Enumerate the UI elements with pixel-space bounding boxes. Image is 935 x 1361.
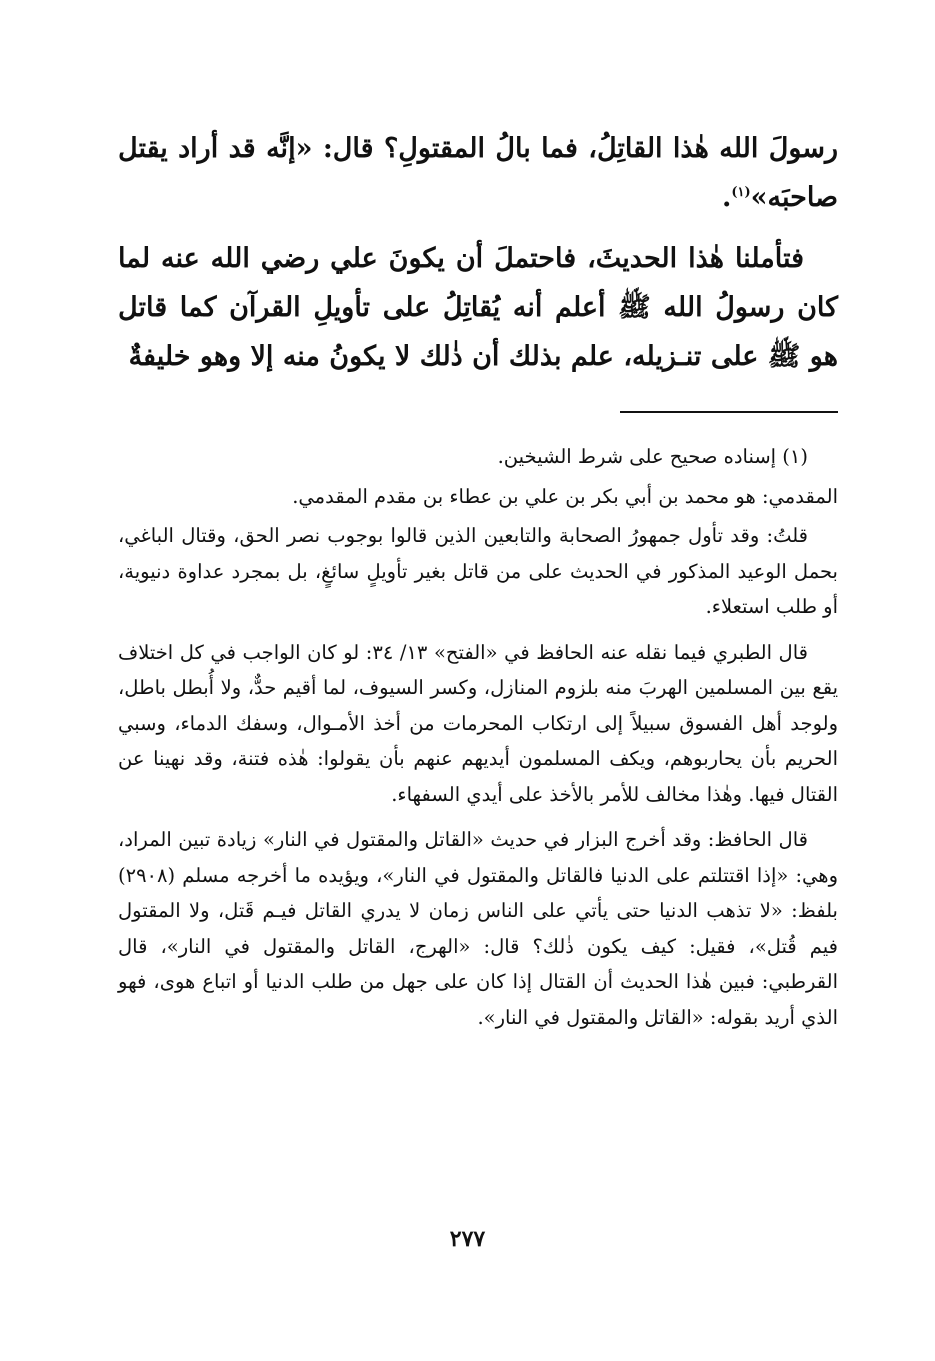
page-number: ٢٧٧ <box>449 1226 486 1252</box>
footnote-reference: (١) <box>731 185 751 200</box>
footnote-1: (١) إسناده صحيح على شرط الشيخين. <box>497 445 808 468</box>
main-text <box>118 124 838 381</box>
book-page <box>118 124 838 1035</box>
footnote-commentary: قلتُ: وقد تأول جمهورُ الصحابة والتابعين الذين قالوا بوجوب نصر الحق، وقتال الباغي، بحمل الوعيد المذكور في الحديث على من قاتل بغير تأويلٍ سائغٍ، بل بمجرد عداوة دنيوية، أو طلب استعلاء. <box>118 524 838 618</box>
main-paragraph-2: فتأملنا هٰذا الحديثَ، فاحتملَ أن يكونَ علي رضي الله عنه لما كان رسولُ الله ﷺ أعلم أنه يُقاتِلُ على تأويلِ القرآن كما قاتل هو ﷺ على تنـزيله، علم بذلك أن ذٰلك لا يكونُ منه إلا وهو خليفةٌ <box>118 243 838 372</box>
main-paragraph-1-end: . <box>721 182 732 213</box>
footnote-divider <box>620 411 838 413</box>
main-paragraph-1-text: رسولَ الله هٰذا القاتِلُ، فما بالُ المقتولِ؟ قال: «إنَّه قد أراد يقتل صاحبَه» <box>118 133 838 213</box>
footnote-narrator-note: المقدمي: هو محمد بن أبي بكر بن علي بن عطاء بن مقدم المقدمي. <box>292 484 838 508</box>
footnote-hafiz-quote: قال الحافظ: وقد أخرج البزار في حديث «القاتل والمقتول في النار» زيادة تبين المراد، وهي: «إذا اقتتلتم على الدنيا فالقاتل والمقتول في النار»، ويؤيده ما أخرجه مسلم (٢٩٠٨) بلفظ: «لا تذهب الدنيا حتى يأتي على الناس زمان لا يدري القاتل فيـم قَتل، ولا المقتول فيم قُتل»، فقيل: كيف يكون ذٰلك؟ قال: «الهرج، القاتل والمقتول في النار»، قال القرطبي: فبين هٰذا الحديث أن القتال إذا كان على جهل من طلب الدنيا أو اتباع هوى، فهو الذي أريد بقوله: «القاتل والمقتول في النار». <box>118 828 838 1029</box>
footnotes <box>118 439 838 1035</box>
main-paragraph-1 <box>118 124 838 222</box>
footnote-tabari-quote: قال الطبري فيما نقله عنه الحافظ في «الفتح» ١٣/ ٣٤: لو كان الواجب في كل اختلاف يقع بين المسلمين الهربَ منه بلزوم المنازل، وكسر السيوف، لما أقيم حدٌّ، ولا أُبطل باطل، ولوجد أهل الفسوق سبيلاً إلى ارتكاب المحرمات من أخذ الأمـوال، وسفك الدماء، وسبي الحريم بأن يحاربوهم، ويكف المسلمون أيديهم عنهم بأن يقولوا: هٰذه فتنة، وقد نهينا عن القتال فيها. وهٰذا مخالف للأمر بالأخذ على أيدي السفهاء. <box>118 640 838 806</box>
